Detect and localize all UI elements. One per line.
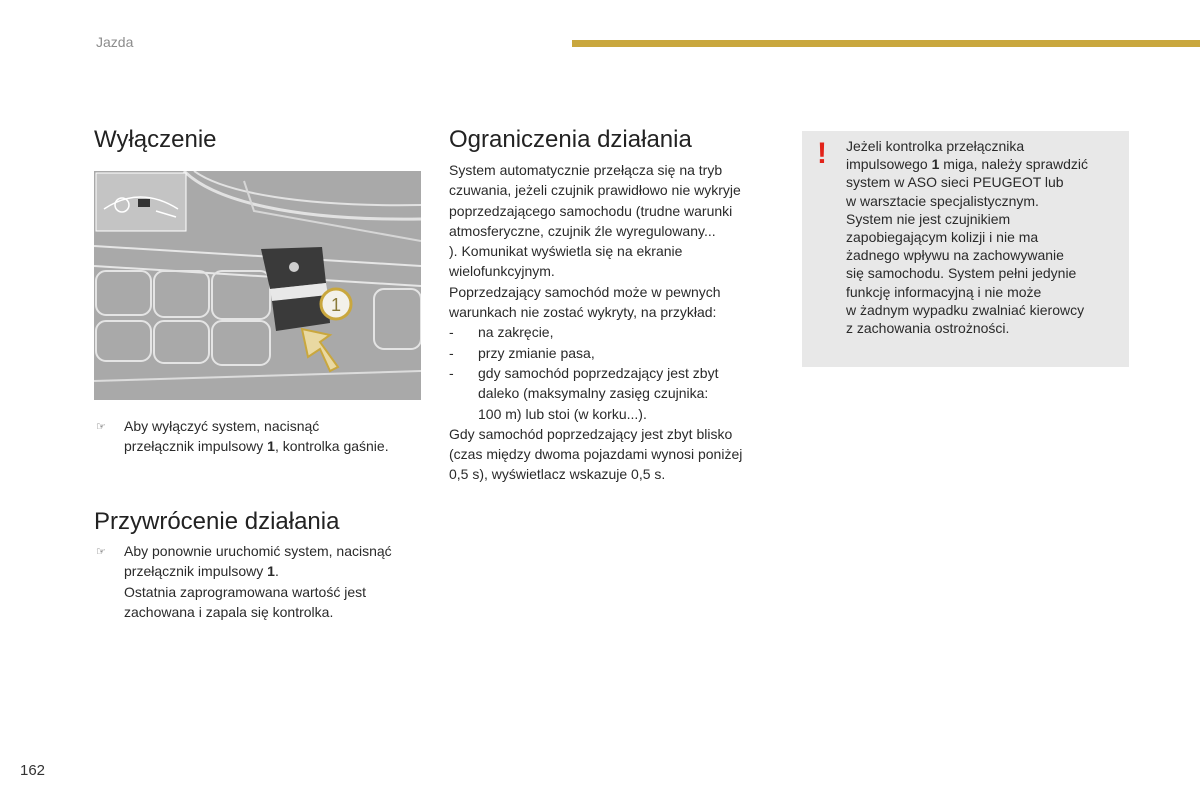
- paragraph-line: poprzedzającego samochodu (trudne warunki: [449, 202, 733, 219]
- paragraph-line: System automatycznie przełącza się na tryb: [449, 162, 723, 178]
- bullet-icon: ☞: [96, 421, 106, 433]
- section-label: Jazda: [96, 34, 134, 50]
- warning-text: [846, 137, 1126, 337]
- warning-line: impulsowego 1 miga, należy sprawdzić: [846, 156, 1089, 173]
- paragraph-line: warunkach nie zostać wykryty, na przykład:: [449, 304, 717, 321]
- paragraph-line: ). Komunikat wyświetla się na ekranie: [449, 243, 683, 260]
- list-item: - na zakręcie,: [449, 324, 554, 341]
- przywrocenie-line-2: przełącznik impulsowy 1.: [124, 563, 279, 580]
- list-item-continuation: daleko (maksymalny zasięg czujnika:: [478, 385, 709, 402]
- paragraph-line: (czas między dwoma pojazdami wynosi poniżej: [449, 446, 743, 463]
- paragraph-line: czuwania, jeżeli czujnik prawidłowo nie wykryje: [449, 182, 741, 199]
- list-item-continuation: 100 m) lub stoi (w korku...).: [478, 405, 647, 422]
- warning-line: żadnego wpływu na zachowywanie: [846, 247, 1064, 264]
- bullet-icon: ☞: [96, 546, 106, 558]
- header-accent-bar: [572, 40, 1200, 47]
- list-item: - przy zmianie pasa,: [449, 344, 595, 361]
- warning-line: z zachowania ostrożności.: [846, 320, 1010, 337]
- page-number: 162: [20, 762, 46, 779]
- paragraph-line: atmosferyczne, czujnik źle wyregulowany...: [449, 222, 716, 239]
- warning-line: Jeżeli kontrolka przełącznika: [846, 138, 1025, 154]
- figure-callout-number: 1: [330, 295, 342, 315]
- przywrocenie-line-1: Aby ponownie uruchomić system, nacisnąć: [124, 543, 392, 559]
- list-item: - gdy samochód poprzedzający jest zbyt: [449, 364, 719, 381]
- warning-line: w żadnym wypadku zwalniać kierowcy: [846, 301, 1085, 318]
- exclamation-icon: !: [817, 137, 827, 170]
- wylaczenie-line-2: przełącznik impulsowy 1, kontrolka gaśnie.: [124, 438, 389, 455]
- warning-line: w warsztacie specjalistycznym.: [846, 192, 1039, 209]
- paragraph-line: wielofunkcyjnym.: [449, 263, 555, 280]
- heading-wylaczenie: Wyłączenie: [94, 126, 217, 153]
- warning-line: się samochodu. System pełni jedynie: [846, 265, 1077, 282]
- przywrocenie-line-4: zachowana i zapala się kontrolka.: [124, 603, 334, 620]
- paragraph-line: Gdy samochód poprzedzający jest zbyt blisko: [449, 425, 733, 442]
- heading-przywrocenie: Przywrócenie działania: [94, 508, 340, 535]
- warning-line: system w ASO sieci PEUGEOT lub: [846, 174, 1064, 191]
- przywrocenie-line-3: Ostatnia zaprogramowana wartość jest: [124, 583, 366, 600]
- paragraph-line: Poprzedzający samochód może w pewnych: [449, 283, 721, 300]
- heading-ograniczenia: Ograniczenia działania: [449, 126, 692, 153]
- warning-line: zapobiegającym kolizji i nie ma: [846, 229, 1039, 246]
- warning-line: System nie jest czujnikiem: [846, 210, 1011, 227]
- warning-line: funkcję informacyjną i nie może: [846, 283, 1042, 300]
- ograniczenia-body: [449, 160, 789, 485]
- switch-illustration: [94, 171, 421, 400]
- paragraph-line: 0,5 s), wyświetlacz wskazuje 0,5 s.: [449, 466, 666, 483]
- warning-box: [802, 131, 1129, 367]
- wylaczenie-line-1: Aby wyłączyć system, nacisnąć: [124, 418, 320, 434]
